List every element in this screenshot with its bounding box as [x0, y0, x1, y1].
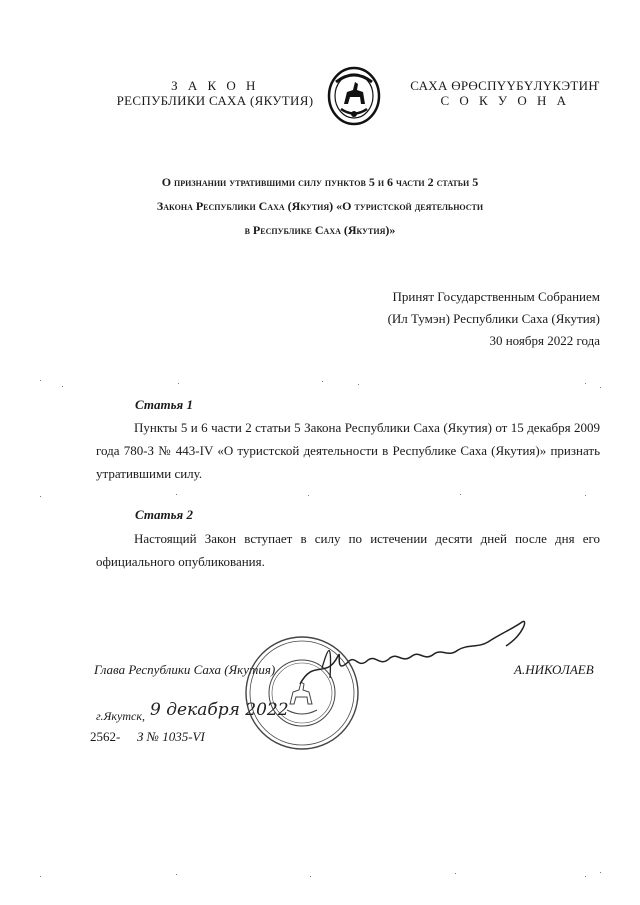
handwritten-signature-icon: [292, 618, 542, 698]
title-line1: О признании утратившими силу пунктов 5 и 6 части 2 статьи 5: [161, 175, 479, 189]
article-1-text: Пункты 5 и 6 части 2 статьи 5 Закона Республики Саха (Якутия) от 15 декабря 2009 года 780-З № 443-IV «О туристской деятельности в Республике Саха (Якутия)» признать утратившими силу.: [96, 420, 600, 481]
handwritten-date: 9 декабря 2022: [150, 700, 289, 720]
title-line2: Закона Республики Саха (Якутия) «О туристской деятельности: [156, 199, 484, 213]
adopted-line2: (Ил Тумэн) Республики Саха (Якутия): [387, 311, 600, 326]
header-left-line1: З А К О Н: [171, 78, 259, 93]
registration-number-prefix: 2562-: [90, 729, 121, 744]
signatory-name: А.НИКОЛАЕВ: [514, 662, 594, 677]
document-title: [40, 170, 600, 242]
sakha-coat-of-arms-icon: [327, 66, 381, 126]
header-right-line2: С О К У О Н А: [440, 93, 570, 108]
registration-number: З № 1035-VI: [137, 729, 205, 744]
header-right-line1: САХА ӨРӨСПҮҮБҮЛҮКЭТИҤ: [410, 78, 600, 93]
header-left: [110, 78, 320, 108]
title-line3: в Республике Саха (Якутия)»: [244, 223, 396, 237]
article-2-text: Настоящий Закон вступает в силу по истечении десяти дней после дня его официального опубликования.: [96, 531, 600, 569]
header-left-line2: РЕСПУБЛИКИ САХА (ЯКУТИЯ): [116, 93, 314, 108]
place-date-prefix: г.Якутск,: [96, 709, 145, 723]
article-2-heading: Статья 2: [135, 507, 193, 522]
signatory-position: Глава Республики Саха (Якутия): [94, 662, 276, 677]
adopted-line3: 30 ноября 2022 года: [489, 333, 600, 348]
header-right: [400, 78, 610, 108]
adopted-line1: Принят Государственным Собранием: [392, 289, 600, 304]
adoption-note: [388, 286, 600, 352]
article-1-heading: Статья 1: [135, 397, 193, 412]
